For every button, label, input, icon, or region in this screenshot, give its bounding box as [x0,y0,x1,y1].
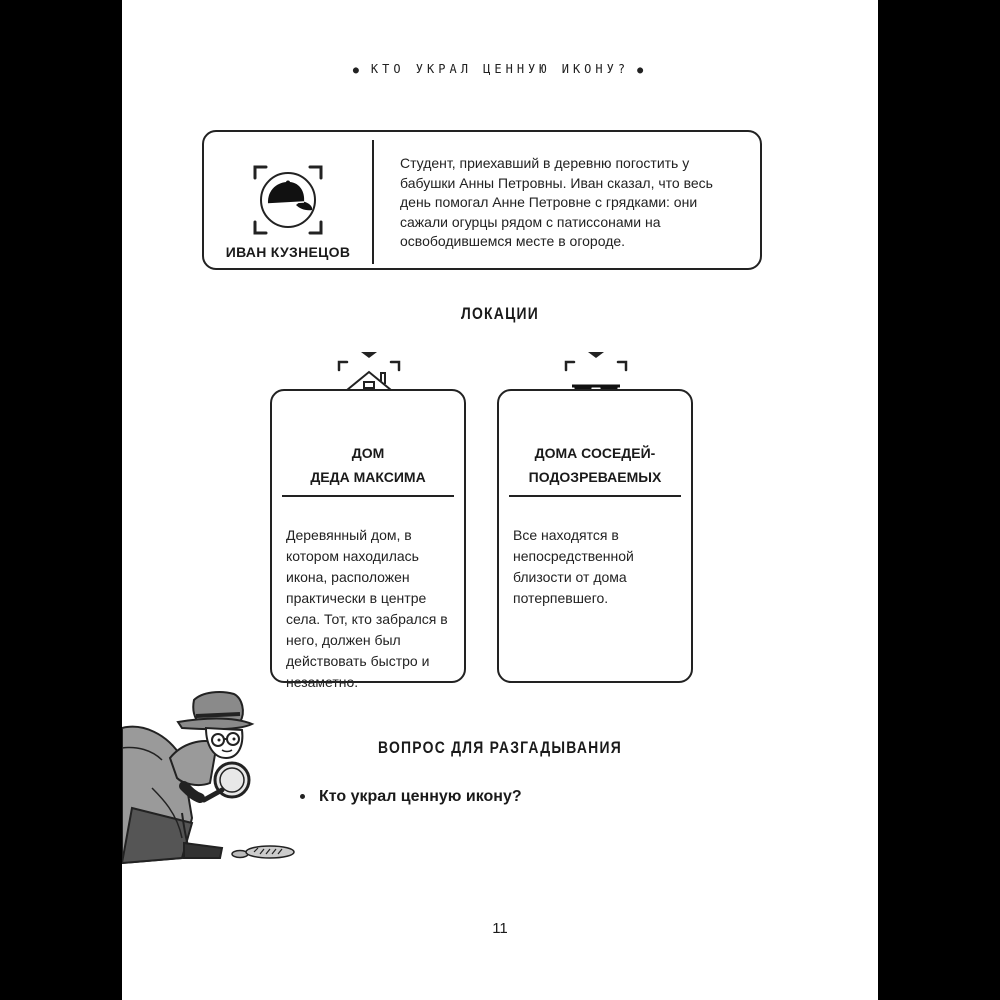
book-page [122,0,878,1000]
cap-icon [252,164,324,236]
location-title [272,441,464,489]
location-card-grandpa-house [270,389,466,690]
question-item [300,788,522,806]
location-description: Деревянный дом, в котором находилась икона, расположен практически в центре села. Тот, кто забрался в него, должен был действовать быстро и незаметно. [286,527,448,690]
suspect-name: ИВАН КУЗНЕЦОВ [225,244,351,260]
suspect-description: Студент, приехавший в деревню погостить у бабушки Анны Петровны. Иван сказал, что весь день помогал Анне Петровне с грядками: они сажали огурцы рядом с патиссонами на освободившемся месте в огороде. [400,155,713,249]
location-title-line1: ДОМА СОСЕДЕЙ- [534,445,656,461]
bullet-dot [300,794,305,799]
detective-illustration [122,688,312,868]
running-head [122,62,878,76]
location-description: Все находятся в непосредственной близости от дома потерпевшего. [513,527,634,606]
location-title-line2: ПОДОЗРЕВАЕМЫХ [528,469,662,485]
card-divider [372,140,374,264]
location-title-line2: ДЕДА МАКСИМА [310,469,426,485]
page-number: 11 [492,920,508,937]
title-underline [509,495,681,497]
location-card-neighbors-houses [497,389,693,683]
running-head-text: КТО УКРАЛ ЦЕННУЮ ИКОНУ? [370,62,630,76]
question-heading: ВОПРОС ДЛЯ РАЗГАДЫВАНИЯ [377,738,622,757]
locations-heading: ЛОКАЦИИ [460,304,540,323]
question-text: Кто украл ценную икону? [319,788,522,805]
location-title-line1: ДОМ [351,445,385,461]
bullet-dot-left: ● [352,65,363,76]
suspect-card [202,130,762,270]
title-underline [282,495,454,497]
bullet-dot-right: ● [637,65,648,76]
location-title [499,441,691,489]
